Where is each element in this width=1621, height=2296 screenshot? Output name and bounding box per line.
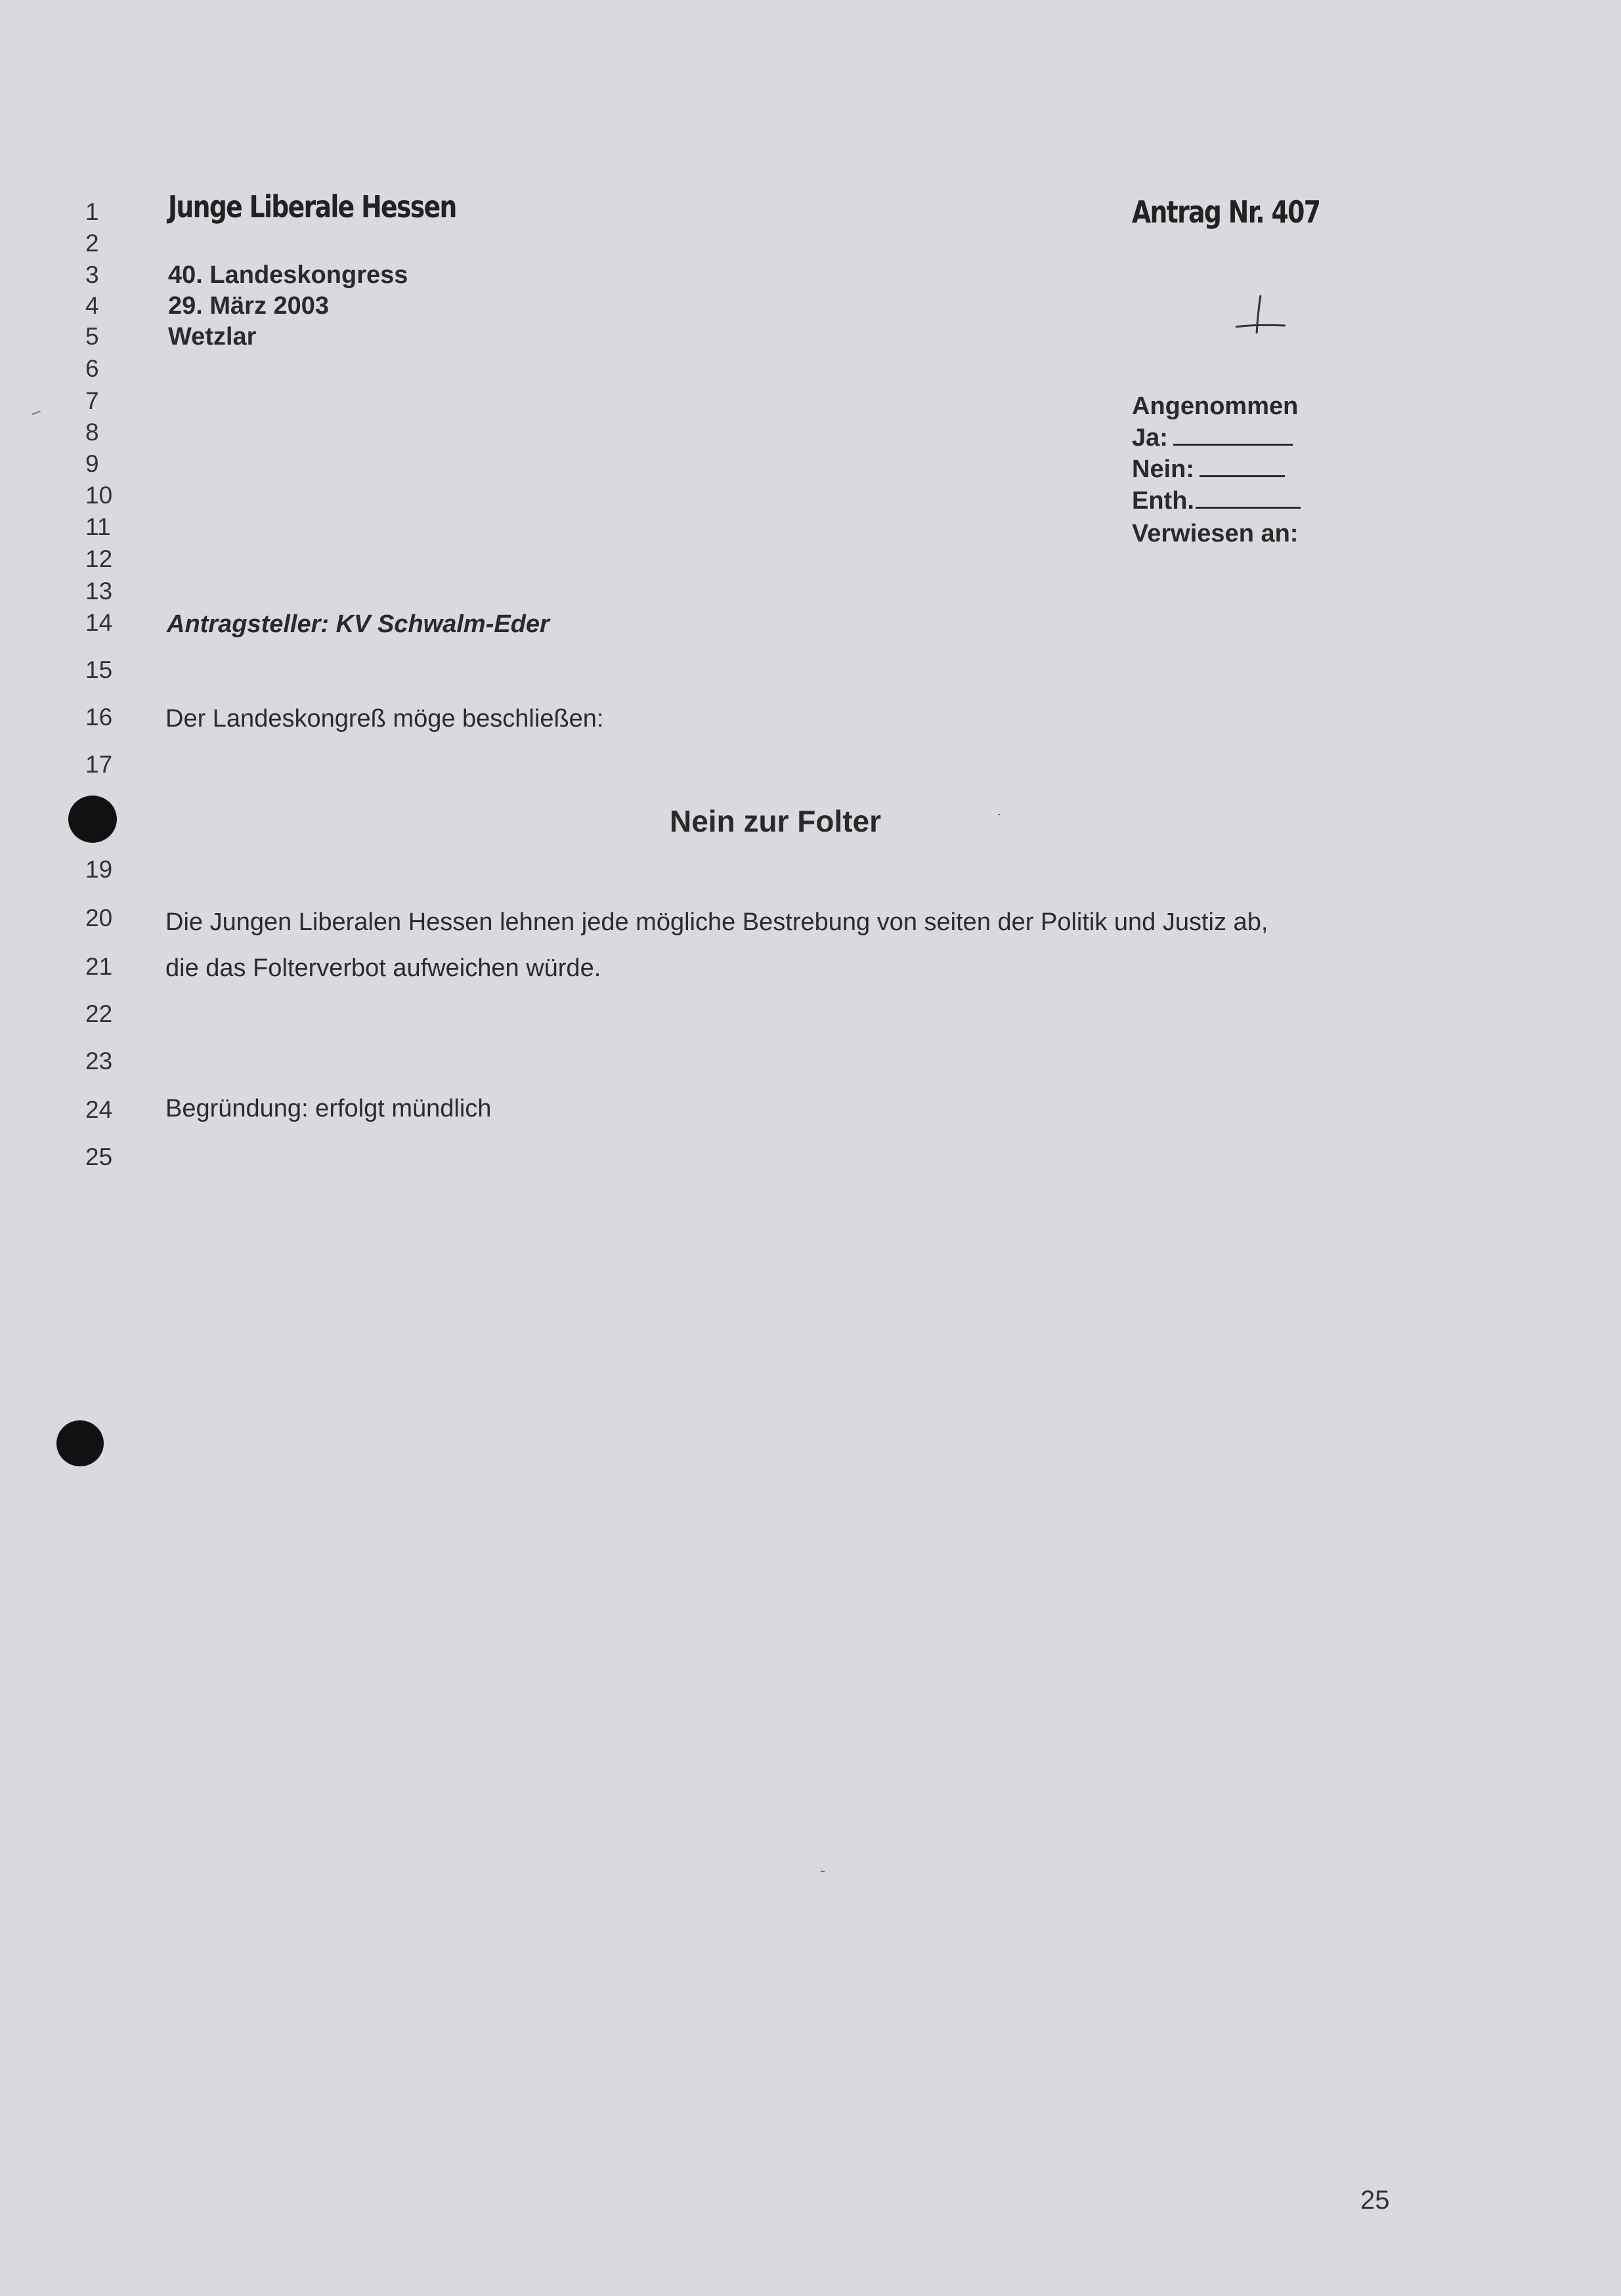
scan-speck bbox=[821, 1871, 825, 1872]
handwritten-mark bbox=[1234, 293, 1287, 339]
vote-yes-blank bbox=[1173, 424, 1293, 446]
line-number: 13 bbox=[85, 578, 113, 605]
applicant: Antragsteller: KV Schwalm-Eder bbox=[167, 610, 550, 638]
organization-title: Junge Liberale Hessen bbox=[168, 189, 456, 224]
vote-no-label: Nein: bbox=[1132, 456, 1194, 483]
line-number: 15 bbox=[85, 656, 113, 683]
line-number: 16 bbox=[85, 704, 113, 731]
line-number: 5 bbox=[85, 323, 99, 350]
line-number: 8 bbox=[85, 419, 99, 446]
congress-place: Wetzlar bbox=[168, 323, 257, 351]
motion-text-line-2: die das Folterverbot aufweichen würde. bbox=[165, 954, 601, 982]
scan-speck bbox=[32, 411, 41, 415]
line-number: 2 bbox=[85, 230, 99, 257]
vote-abstain-label: Enth. bbox=[1132, 487, 1194, 515]
line-number: 1 bbox=[85, 198, 99, 225]
line-number: 11 bbox=[85, 513, 111, 540]
intro-text: Der Landeskongreß möge beschließen: bbox=[165, 705, 604, 733]
line-number: 22 bbox=[85, 1000, 113, 1027]
motion-number: Antrag Nr. 407 bbox=[1132, 194, 1320, 230]
line-number: 9 bbox=[85, 450, 99, 477]
line-number: 10 bbox=[85, 482, 113, 509]
vote-abstain-row bbox=[1132, 487, 1301, 515]
line-number: 17 bbox=[85, 751, 113, 778]
line-number: 4 bbox=[85, 292, 99, 319]
congress-name: 40. Landeskongress bbox=[168, 261, 408, 289]
scan-speck bbox=[998, 814, 1000, 815]
motion-title: Nein zur Folter bbox=[670, 804, 882, 838]
page-number: 25 bbox=[1360, 2186, 1390, 2215]
line-number: 23 bbox=[85, 1048, 113, 1074]
line-number: 7 bbox=[85, 387, 99, 414]
congress-date: 29. März 2003 bbox=[168, 292, 330, 320]
line-number: 6 bbox=[85, 355, 99, 382]
vote-abstain-blank bbox=[1196, 487, 1301, 509]
justification: Begründung: erfolgt mündlich bbox=[165, 1095, 492, 1122]
motion-text-line-1: Die Jungen Liberalen Hessen lehnen jede mögliche Bestrebung von seiten der Politik und Justiz ab, bbox=[165, 908, 1268, 936]
line-number: 21 bbox=[85, 953, 113, 980]
vote-yes-label: Ja: bbox=[1132, 424, 1168, 452]
punch-hole-bottom bbox=[56, 1420, 104, 1466]
punch-hole-top bbox=[68, 796, 117, 843]
vote-yes-row bbox=[1132, 424, 1293, 452]
line-number: 24 bbox=[85, 1096, 113, 1123]
vote-no-blank bbox=[1200, 456, 1285, 477]
line-number: 20 bbox=[85, 904, 113, 931]
line-number: 12 bbox=[85, 545, 113, 572]
vote-adopted-label: Angenommen bbox=[1132, 393, 1299, 420]
line-number: 14 bbox=[85, 609, 113, 636]
vote-no-row bbox=[1132, 456, 1285, 484]
vote-referred-label: Verwiesen an: bbox=[1132, 520, 1299, 547]
line-number: 3 bbox=[85, 261, 99, 288]
line-number: 25 bbox=[85, 1143, 113, 1170]
line-number: 19 bbox=[85, 856, 113, 883]
